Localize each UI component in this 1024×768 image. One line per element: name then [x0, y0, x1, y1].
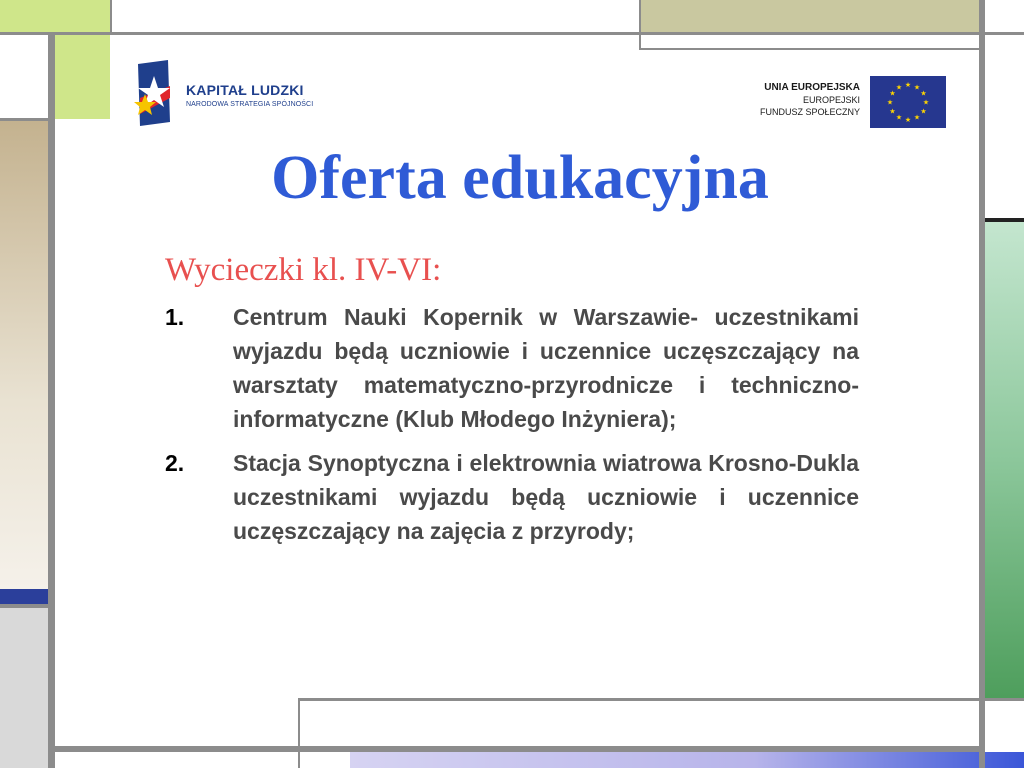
svg-text:★: ★: [913, 113, 921, 122]
svg-text:★: ★: [920, 89, 927, 98]
svg-text:★: ★: [904, 116, 912, 124]
kapital-ludzki-logo: [134, 58, 334, 128]
section-subtitle: Wycieczki kl. IV-VI:: [165, 252, 442, 288]
frame-line-right-thin: [985, 32, 1024, 35]
frame-line-left-lower: [0, 604, 55, 608]
svg-text:★: ★: [895, 83, 903, 92]
frame-line-olive-left: [639, 0, 641, 50]
svg-text:★: ★: [895, 113, 903, 122]
svg-text:★: ★: [889, 89, 896, 98]
svg-text:★: ★: [922, 98, 930, 107]
kapital-ludzki-title: KAPITAŁ LUDZKI: [186, 82, 304, 98]
list-item: [165, 300, 859, 436]
green-right-block: [985, 222, 1024, 698]
frame-line-bottom-inner-horizontal: [298, 698, 1024, 701]
green-corner-block: [0, 0, 110, 32]
list-item-text: Centrum Nauki Kopernik w Warszawie- uczestnikami wyjazdu będą uczniowie i uczennice uczęszczający na warsztaty matematyczno-przyrodnicze i techniczno-informatyczne (Klub Młodego Inżyniera);: [233, 304, 859, 432]
list-item: [165, 446, 859, 548]
lavender-bottom-bar: [350, 752, 1024, 768]
offer-list: [165, 300, 859, 558]
svg-text:★: ★: [913, 83, 921, 92]
frame-line-left-vertical: [48, 35, 55, 768]
frame-line-small-top-vertical: [110, 0, 112, 32]
gray-left-block: [0, 608, 48, 768]
eu-flag-icon: [870, 76, 946, 128]
slide-title: Oferta edukacyjna: [271, 144, 769, 212]
blue-left-bar: [0, 589, 48, 604]
eu-line-2: EUROPEJSKI: [802, 95, 860, 105]
frame-line-right-vertical: [979, 0, 985, 768]
list-item-number: 1.: [165, 304, 185, 330]
frame-line-olive-bottom: [639, 48, 979, 50]
eu-line-3: FUNDUSZ SPOŁECZNY: [759, 107, 860, 117]
frame-line-top-horizontal: [0, 32, 1024, 35]
frame-line-bottom: [55, 746, 979, 752]
green-square-block: [55, 35, 110, 119]
kapital-ludzki-star-flag-icon: [134, 58, 180, 128]
tan-left-block: [0, 121, 48, 589]
kapital-ludzki-subtitle: NARODOWA STRATEGIA SPÓJNOŚCI: [186, 101, 314, 108]
frame-line-bottom-inner-vertical: [298, 698, 300, 768]
frame-line-right-dark: [985, 218, 1024, 222]
svg-text:★: ★: [886, 98, 894, 107]
list-item-text: Stacja Synoptyczna i elektrownia wiatrowa Krosno-Dukla uczestnikami wyjazdu będą uczniowie i uczennice uczęszczający na zajęcia z przyrody;: [233, 450, 859, 544]
svg-text:★: ★: [904, 81, 912, 89]
frame-line-left-upper: [0, 118, 55, 121]
svg-text:★: ★: [889, 107, 896, 116]
olive-top-block: [641, 0, 979, 32]
eu-line-1: UNIA EUROPEJSKA: [764, 82, 860, 93]
eu-logo-text: [760, 82, 860, 118]
eu-logo: [730, 76, 946, 130]
list-item-number: 2.: [165, 450, 185, 476]
svg-text:★: ★: [920, 107, 927, 116]
